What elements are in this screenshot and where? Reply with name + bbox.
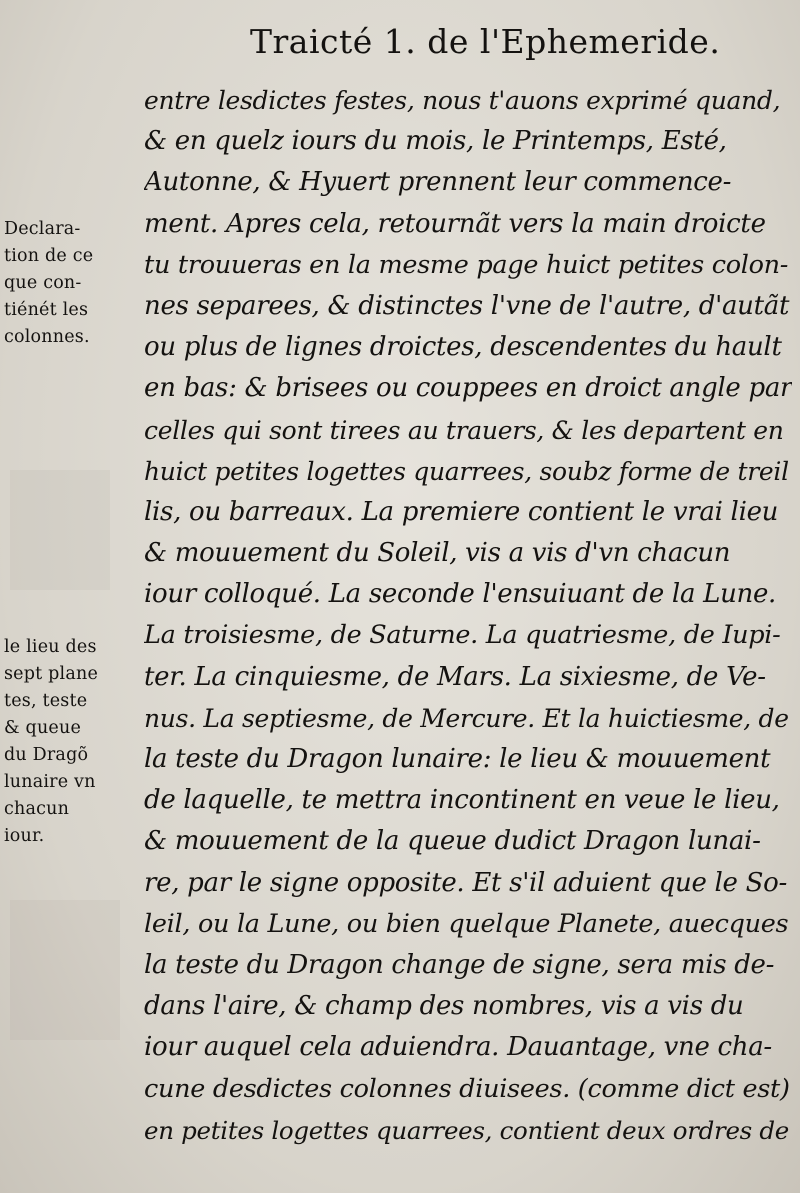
margin-note-line: Declara- [4, 219, 81, 239]
margin-note-line: sept plane [4, 664, 98, 684]
margin-note-line: tion de ce [4, 246, 94, 266]
text-line: nes separees, & distinctes l'vne de l'autre, d'autãt [144, 290, 790, 321]
text-line: iour auquel cela aduiendra. Dauantage, vne cha- [144, 1032, 772, 1063]
text-line: ter. La cinquiesme, de Mars. La sixiesme, de Ve- [144, 661, 766, 692]
bleed-through-shadow [10, 470, 110, 590]
text-line: La troisiesme, de Saturne. La quatriesme, de Iupi- [144, 620, 781, 651]
text-line: nus. La septiesme, de Mercure. Et la huictiesme, de [144, 703, 789, 733]
text-line: & mouuement du Soleil, vis a vis d'vn chacun [144, 538, 731, 569]
body-text [144, 80, 792, 1151]
text-line: & en quelz iours du mois, le Printemps, Esté, [144, 126, 727, 157]
bleed-through-shadow [10, 900, 120, 1040]
margin-note-line: le lieu des [4, 637, 97, 657]
text-line: iour colloqué. La seconde l'ensuiuant de la Lune. [144, 579, 777, 610]
text-line: tu trouueras en la mesme page huict petites colon- [144, 249, 789, 280]
margin-note-line: lunaire vn [4, 772, 96, 792]
text-line: ou plus de lignes droictes, descendentes du hault [144, 332, 782, 363]
margin-note-line: que con- [4, 273, 82, 293]
margin-note-line: iour. [4, 826, 45, 846]
text-line: huict petites logettes quarrees, soubz forme de treil [144, 456, 789, 486]
text-line: la teste du Dragon lunaire: le lieu & mouuement [144, 744, 771, 774]
margin-note-line: tes, teste [4, 691, 88, 711]
margin-note-line: & queue [4, 718, 81, 738]
text-line: dans l'aire, & champ des nombres, vis a vis du [144, 991, 744, 1022]
text-line: lis, ou barreaux. La premiere contient le vrai lieu [144, 496, 779, 527]
running-head: Traicté 1. de l'Ephemeride. [250, 22, 721, 61]
text-line: en bas: & brisees ou couppees en droict angle par [144, 373, 792, 404]
text-line: leil, ou la Lune, ou bien quelque Planete, auecques [144, 908, 789, 939]
text-line: & mouuement de la queue dudict Dragon lunai- [144, 826, 761, 857]
margin-note-line: tiénét les [4, 300, 89, 320]
margin-note-lieu-des-planetes [4, 634, 142, 850]
margin-note-declaration [4, 216, 142, 351]
text-line: re, par le signe opposite. Et s'il aduient que le So- [144, 867, 787, 898]
margin-note-line: du Dragõ [4, 745, 89, 765]
text-line: Autonne, & Hyuert prennent leur commence- [144, 167, 732, 198]
text-line: de laquelle, te mettra incontinent en veue le lieu, [144, 785, 780, 816]
margin-note-line: chacun [4, 799, 70, 819]
text-line: ment. Apres cela, retournãt vers la main droicte [144, 208, 766, 239]
text-line: en petites logettes quarrees, contient deux ordres de [144, 1115, 790, 1145]
text-line: entre lesdictes festes, nous t'auons exprimé quand, [144, 86, 781, 115]
margin-note-line: colonnes. [4, 327, 90, 347]
text-line: la teste du Dragon change de signe, sera mis de- [144, 949, 775, 980]
text-line: celles qui sont tirees au trauers, & les departent en [144, 415, 784, 445]
text-line: cune desdictes colonnes diuisees. (comme dict est) [144, 1073, 790, 1104]
